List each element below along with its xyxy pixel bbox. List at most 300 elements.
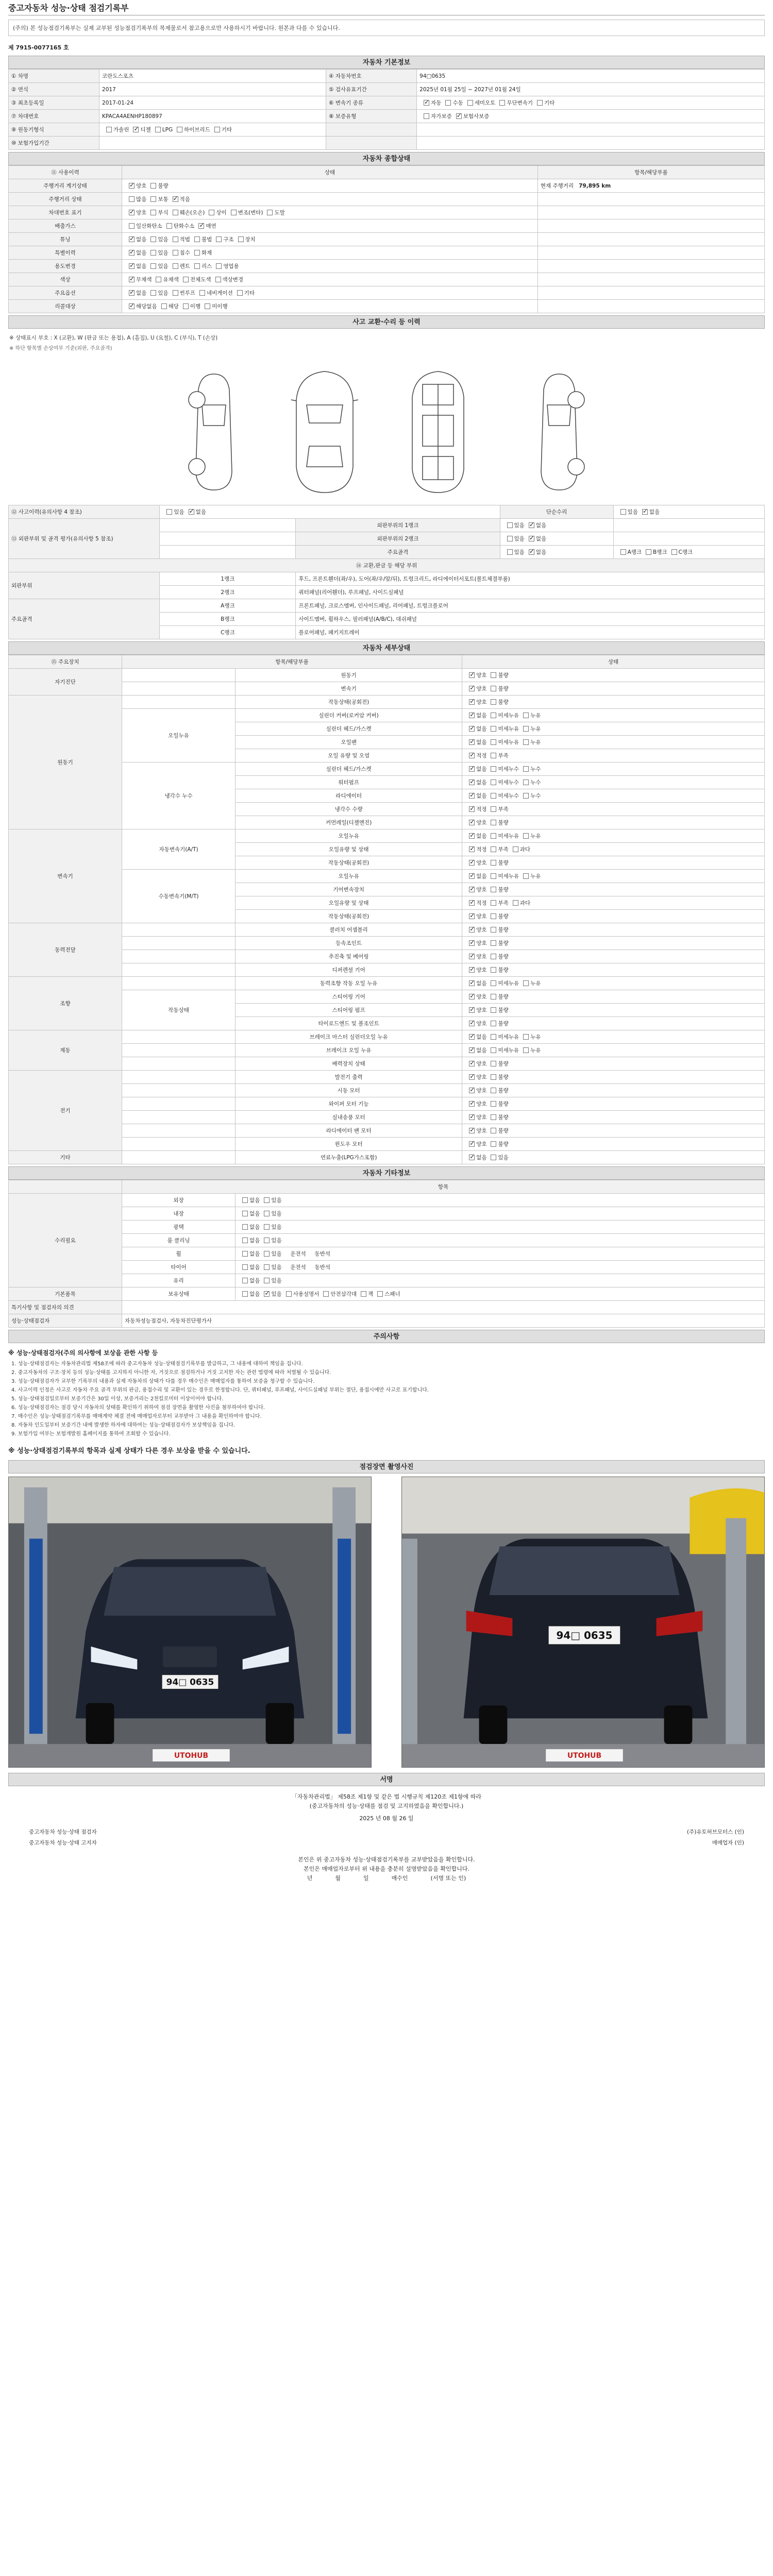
option-label: 있음 (158, 250, 169, 256)
detail-option (486, 1128, 508, 1134)
checkbox-icon (194, 263, 200, 269)
checkbox-icon (264, 1251, 270, 1257)
detail-option (486, 820, 508, 826)
checkbox-icon (469, 1088, 475, 1093)
signature-block (8, 1792, 765, 1883)
table-cell (122, 1084, 236, 1097)
option-label: 없음 (476, 726, 487, 732)
table-cell (462, 870, 765, 883)
overall-option (146, 290, 168, 296)
checkbox-icon (150, 263, 156, 269)
table-cell (122, 260, 538, 273)
table-cell: 항목/해당부품 (537, 166, 764, 179)
option-label: 없음 (476, 779, 487, 786)
table-cell (122, 1151, 236, 1164)
checkbox-icon (491, 1047, 496, 1053)
table-cell (236, 1274, 765, 1287)
table-row (9, 519, 765, 532)
overall-option (169, 290, 195, 296)
table-cell (236, 1234, 765, 1247)
section-detail: 자동차 세부상태 (8, 641, 765, 655)
overall-option (179, 277, 211, 283)
table-row (9, 206, 765, 219)
table-cell: 오일누유 (122, 709, 236, 762)
car-top-view-icon (291, 371, 358, 493)
checkbox-icon (469, 1101, 475, 1107)
table-row (9, 1301, 765, 1314)
table-row (9, 110, 765, 123)
inspector-row (8, 1826, 765, 1837)
plate-rear-text: 94□ 0635 (556, 1629, 613, 1641)
checkbox-icon (491, 820, 496, 825)
transmission-option (495, 100, 533, 106)
option-label: 없음 (249, 1197, 260, 1204)
table-row (9, 137, 765, 150)
option-label: 없음 (136, 263, 147, 269)
option-label: 양호 (476, 940, 487, 946)
option-label: 있음 (271, 1264, 282, 1270)
table-cell (122, 1111, 236, 1124)
table-cell (613, 519, 764, 532)
table-cell (613, 532, 764, 546)
overall-option (125, 196, 146, 202)
detail-option (486, 806, 508, 812)
table-cell: 수동변속기(M/T) (122, 870, 236, 923)
table-cell: 워터펌프 (236, 776, 462, 789)
checkbox-icon (129, 196, 135, 202)
checkbox-icon (264, 1197, 270, 1203)
option-label: 불량 (498, 994, 509, 1000)
table-cell (122, 1071, 236, 1084)
table-cell (122, 300, 538, 313)
other-option (260, 1224, 281, 1230)
table-cell: ⑭ 교환,판금 등 해당 부위 (9, 559, 765, 572)
table-row (9, 1071, 765, 1084)
table-cell (160, 519, 296, 532)
detail-option (465, 1021, 486, 1027)
option-label: C랭크 (678, 549, 693, 555)
table-cell (462, 1017, 765, 1030)
option-label: 양호 (136, 210, 147, 216)
table-cell (417, 137, 765, 150)
table-row (9, 1111, 765, 1124)
detail-option (486, 833, 519, 839)
option-label: 누유 (530, 873, 541, 879)
detail-option (519, 1034, 541, 1040)
checkbox-icon (469, 806, 475, 812)
table-cell (537, 193, 764, 206)
overall-option (157, 303, 179, 310)
detail-option (486, 1155, 508, 1161)
detail-option (465, 1114, 486, 1121)
note-item: 8. 자동차 인도일부터 보증기간 내에 발생한 하자에 대하여는 성능·상태점검자가 보상책임을 집니다. (11, 1422, 236, 1428)
table-cell (122, 977, 236, 990)
detail-option (465, 713, 486, 719)
table-header-row (9, 1180, 765, 1194)
table-row (9, 300, 765, 313)
checkbox-icon (491, 793, 496, 799)
checkbox-icon (469, 954, 475, 959)
inspector-label: 중고자동차 성능·상태 점검자 (29, 1829, 97, 1835)
option-label: 없음 (249, 1264, 260, 1270)
table-cell: 연료누출(LPG가스포함) (236, 1151, 462, 1164)
checkbox-icon (469, 1034, 475, 1040)
overall-option (190, 236, 212, 243)
checkbox-icon (507, 536, 513, 541)
option-label: 양호 (476, 672, 487, 679)
detail-option (486, 967, 508, 973)
option-label: 불량 (498, 1074, 509, 1080)
transmission-option (419, 100, 441, 106)
table-cell (462, 803, 765, 816)
notes-list (8, 1360, 765, 1438)
option-label: 불량 (498, 954, 509, 960)
option-label: 유채색 (163, 277, 179, 283)
checkbox-icon (469, 1114, 475, 1120)
confirm-line-1: 본인은 위 중고자동차 성능·상태점검기록부를 교부받았음을 확인합니다. (298, 1856, 475, 1863)
table-cell (613, 546, 764, 559)
checkbox-icon (264, 1278, 270, 1283)
table-row (9, 246, 765, 260)
table-cell: 실내송풍 모터 (236, 1111, 462, 1124)
checkbox-icon (129, 263, 135, 269)
table-cell: C랭크 (160, 626, 296, 639)
detail-option (486, 860, 508, 866)
checkbox-icon (129, 303, 135, 309)
car-damage-diagram (155, 359, 618, 498)
table-cell: 라디에이터 팬 모터 (236, 1124, 462, 1138)
table-row (9, 669, 765, 682)
plate-front-text: 94□ 0635 (166, 1676, 214, 1687)
table-cell: 2017-01-24 (99, 96, 326, 110)
table-cell: 항목 (122, 1180, 765, 1194)
checkbox-icon (129, 250, 135, 256)
table-cell (236, 1247, 765, 1261)
option-label: 양호 (476, 1061, 487, 1067)
table-row (9, 179, 765, 193)
option-label: 있음 (627, 509, 638, 515)
detail-option (486, 1061, 508, 1067)
table-row (9, 1247, 765, 1261)
table-row (9, 286, 765, 300)
table-cell: 타이로드엔드 및 볼조인트 (236, 1017, 462, 1030)
detail-option (465, 954, 486, 960)
table-cell: ⑬ 외판부위 및 골격 평가(유의사항 5 참조) (9, 519, 160, 559)
checkbox-icon (424, 113, 429, 119)
checkbox-icon (523, 833, 529, 839)
option-label: 이행 (190, 303, 201, 310)
option-label: 양호 (476, 994, 487, 1000)
detail-option (486, 927, 508, 933)
checkbox-icon (129, 236, 135, 242)
table-cell: 특별이력 (9, 246, 122, 260)
option-label: 부족 (498, 846, 509, 853)
table-row (9, 870, 765, 883)
checkbox-icon (469, 1141, 475, 1147)
table-cell: 주요골격 (296, 546, 500, 559)
table-cell (462, 1004, 765, 1017)
table-cell: 플로어패널, 패키지트레이 (296, 626, 765, 639)
table-row (9, 950, 765, 963)
basic-info-table (8, 69, 765, 150)
checkbox-icon (491, 726, 496, 732)
table-row (9, 1124, 765, 1138)
table-cell: 제동 (9, 1030, 122, 1071)
detail-option (465, 1128, 486, 1134)
checkbox-icon (507, 522, 513, 528)
checkbox-icon (467, 100, 473, 106)
option-label: 미세누유 (498, 980, 519, 987)
table-row (9, 1207, 765, 1221)
table-cell: 원동기 (236, 669, 462, 682)
table-cell: 실린더 헤드/가스켓 (236, 762, 462, 776)
checkbox-icon (491, 1101, 496, 1107)
option-label: 누유 (530, 713, 541, 719)
checkbox-icon (491, 1021, 496, 1026)
option-label: 장치 (245, 236, 256, 243)
table-cell (462, 843, 765, 856)
option-label: 있음 (174, 509, 184, 515)
table-cell: 94□0635 (417, 70, 765, 83)
eval-option (525, 549, 546, 555)
detail-option (465, 1047, 486, 1054)
checkbox-icon (129, 290, 135, 296)
checkbox-icon (469, 913, 475, 919)
checkbox-icon (513, 846, 518, 852)
table-cell (462, 776, 765, 789)
option-label: 미세누유 (498, 1034, 519, 1040)
other-option (238, 1238, 260, 1244)
option-label: 불량 (498, 1088, 509, 1094)
checkbox-icon (469, 753, 475, 758)
option-label: 없음 (136, 236, 147, 243)
table-cell: 용도변경 (9, 260, 122, 273)
accident-option (184, 509, 206, 515)
checkbox-icon (150, 250, 156, 256)
detail-option (486, 1047, 519, 1054)
table-cell (462, 990, 765, 1004)
detail-option (465, 940, 486, 946)
checkbox-icon (491, 1007, 496, 1013)
option-label: 없음 (476, 980, 487, 987)
option-label: 과다 (519, 900, 531, 906)
table-row (9, 1057, 765, 1071)
option-label: 색상변경 (222, 277, 244, 283)
checkbox-icon (150, 236, 156, 242)
table-cell (462, 682, 765, 696)
table-cell: 외판부위 (9, 572, 160, 599)
option-label: 전체도색 (190, 277, 211, 283)
option-label: 불량 (498, 1128, 509, 1134)
table-cell (537, 233, 764, 246)
table-cell (537, 273, 764, 286)
overall-option (146, 263, 168, 269)
checkbox-icon (523, 766, 529, 772)
table-cell (462, 709, 765, 722)
detail-option (486, 1021, 508, 1027)
checkbox-icon (469, 900, 475, 906)
table-cell: 특기사항 및 점검자의 의견 (9, 1301, 122, 1314)
option-label: 양호 (476, 954, 487, 960)
table-cell (122, 1138, 236, 1151)
option-label: 누수 (530, 779, 541, 786)
note-item: 7. 매수인은 성능·상태점검기록부를 매매계약 체결 전에 매매업자로부터 교부받아 그 내용을 확인하여야 합니다. (11, 1414, 262, 1419)
note-item: 3. 성능·상태점검자가 교부한 기록부의 내용과 실제 자동차의 상태가 다를 경우 매수인은 매매업자를 통하여 보증을 청구할 수 있습니다. (11, 1379, 315, 1384)
table-cell: 외장 (122, 1194, 236, 1207)
signature-line-2: (중고자동차의 성능·상태를 점검 및 고지하였음을 확인합니다.) (309, 1803, 464, 1809)
option-label: 부족 (498, 806, 509, 812)
basic-item-option (260, 1291, 281, 1297)
option-label: 없음 (476, 833, 487, 839)
checkbox-icon (469, 1128, 475, 1133)
table-cell: ④ 자동차번호 (326, 70, 417, 83)
checkbox-icon (620, 509, 626, 515)
option-label: 누수 (530, 793, 541, 799)
detail-option (465, 1155, 486, 1161)
table-cell: 변속기 (9, 829, 122, 923)
rank-option (616, 549, 642, 555)
checkbox-icon (129, 183, 135, 189)
table-row (9, 123, 765, 137)
car-right-side-icon (541, 374, 584, 490)
fuel-option (173, 127, 210, 133)
checkbox-icon (173, 236, 178, 242)
checkbox-icon (491, 672, 496, 678)
table-cell: 동력조향 작동 오일 누유 (236, 977, 462, 990)
checkbox-icon (469, 846, 475, 852)
table-cell: ⑩ 보험가입기간 (9, 137, 99, 150)
option-label: 있음 (271, 1278, 282, 1284)
option-label: 없음 (249, 1291, 260, 1297)
checkbox-icon (523, 1034, 529, 1040)
detail-option (465, 1007, 486, 1013)
other-option (238, 1278, 260, 1284)
table-cell (537, 219, 764, 233)
option-label: 없음 (249, 1224, 260, 1230)
checkbox-icon (469, 739, 475, 745)
table-cell (462, 977, 765, 990)
table-cell (462, 816, 765, 829)
table-row (9, 1287, 765, 1301)
table-row (9, 1314, 765, 1328)
option-label: 불량 (498, 1061, 509, 1067)
table-cell (537, 260, 764, 273)
option-label: 훼손(오손) (179, 210, 205, 216)
checkbox-icon (646, 549, 651, 555)
detail-option (465, 1034, 486, 1040)
table-cell: 실린더 헤드/가스켓 (236, 722, 462, 736)
checkbox-icon (469, 793, 475, 799)
buyer-field: 년 (307, 1875, 313, 1882)
section-damage: 사고 교환·수리 등 이력 (8, 315, 765, 329)
option-label: 불량 (498, 1007, 509, 1013)
table-cell (613, 505, 764, 519)
table-cell (122, 923, 236, 937)
table-cell: 냉각수 수량 (236, 803, 462, 816)
table-cell (417, 96, 765, 110)
table-cell: 클러치 어셈블리 (236, 923, 462, 937)
table-cell: ③ 최초등록일 (9, 96, 99, 110)
table-row (9, 829, 765, 843)
option-label: 안전삼각대 (330, 1291, 357, 1297)
other-option (238, 1197, 260, 1204)
overall-option (233, 290, 255, 296)
option-label: 있음 (514, 536, 525, 542)
table-cell: 리콜대상 (9, 300, 122, 313)
option-label: 없음 (535, 522, 547, 529)
option-label: 적법 (179, 236, 190, 243)
overall-option (263, 210, 284, 216)
table-cell: 수리필요 (9, 1194, 122, 1287)
table-row (9, 260, 765, 273)
checkbox-icon (323, 1291, 329, 1297)
table-cell: ⑮ 주요장치 (9, 655, 122, 669)
checkbox-icon (491, 954, 496, 959)
checkbox-icon (173, 290, 178, 296)
checkbox-icon (264, 1224, 270, 1230)
detail-option (465, 994, 486, 1000)
overall-option (200, 303, 227, 310)
signature-line-1: 「자동차관리법」 제58조 제1항 및 같은 법 시행규칙 제120조 제1항에 따라 (291, 1793, 482, 1800)
checkbox-icon (377, 1291, 383, 1297)
table-cell: KPACA4AENHP180897 (99, 110, 326, 123)
option-label: 일산화탄소 (136, 223, 162, 229)
seller-label: 중고자동차 성능·상태 고지자 (29, 1840, 97, 1846)
table-cell (462, 1030, 765, 1044)
checkbox-icon (671, 549, 677, 555)
checkbox-icon (209, 210, 214, 215)
checkbox-icon (491, 913, 496, 919)
overall-option (212, 236, 233, 243)
overall-option (146, 183, 168, 189)
basic-item-option (282, 1291, 320, 1297)
option-label: 없음 (249, 1251, 260, 1257)
table-cell: ⑪ 사용이력 (9, 166, 122, 179)
checkbox-icon (445, 100, 451, 106)
table-cell (537, 300, 764, 313)
overall-option (212, 263, 239, 269)
eval-option (503, 522, 525, 529)
table-cell: 자동차성능점검사, 자동차진단평가사 (122, 1314, 765, 1328)
note-item: 1. 성능·상태점검자는 자동차관리법 제58조에 따라 중고자동차 성능·상태점검기록부를 발급하고, 그 내용에 대하여 책임을 집니다. (11, 1361, 303, 1367)
checkbox-icon (491, 994, 496, 999)
detail-option (519, 980, 541, 987)
checkbox-icon (469, 713, 475, 718)
table-cell (122, 246, 538, 260)
checkbox-icon (523, 779, 529, 785)
table-cell: 코란도스포츠 (99, 70, 326, 83)
table-row (9, 559, 765, 572)
table-cell: 시동 모터 (236, 1084, 462, 1097)
option-label: 적음 (179, 196, 190, 202)
option-label: 미세누수 (498, 779, 519, 786)
checkbox-icon (642, 509, 648, 515)
table-cell: 후드, 프론트휀더(좌/우), 도어(좌/우/앞/뒤), 트렁크리드, 라디에이터서포트(볼트체결부품) (296, 572, 765, 586)
overall-option (125, 263, 146, 269)
table-cell: 주행거리 상태 (9, 193, 122, 206)
checkbox-icon (469, 927, 475, 933)
option-label: 양호 (476, 887, 487, 893)
table-cell (122, 696, 236, 709)
checkbox-icon (537, 100, 543, 106)
detail-option (486, 887, 508, 893)
table-cell: 보유상태 (122, 1287, 236, 1301)
overall-option (146, 250, 168, 256)
detail-option (519, 766, 541, 772)
table-cell: ② 연식 (9, 83, 99, 96)
table-row (9, 1151, 765, 1164)
checkbox-icon (491, 1141, 496, 1147)
